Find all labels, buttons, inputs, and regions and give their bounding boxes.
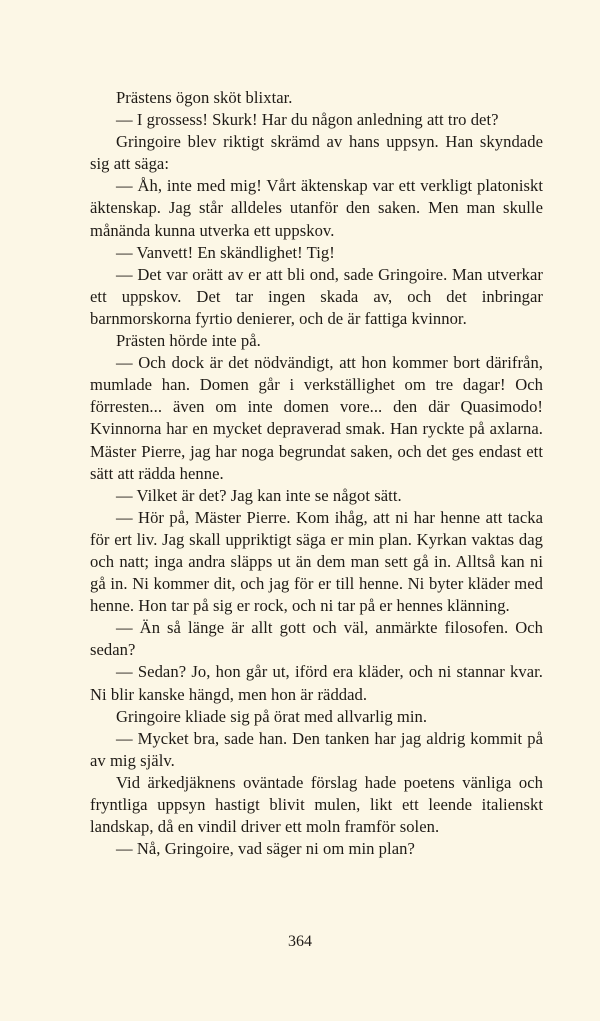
paragraph-4: — Åh, inte med mig! Vårt äktenskap var ett verkligt platoniskt äktenskap. Jag står alldeles utanför den saken. Men man skulle månända kunna utverka ett uppskov. [90, 176, 543, 240]
paragraph-16: — Nå, Gringoire, vad säger ni om min plan? [116, 839, 415, 859]
paragraph-2: — I grossess! Skurk! Har du någon anledning att tro det? [116, 110, 499, 130]
paragraph-1: Prästens ögon sköt blixtar. [116, 88, 293, 107]
paragraph-14: — Mycket bra, sade han. Den tanken har jag aldrig kommit på av mig själv. [90, 728, 543, 770]
paragraph-15: Vid ärkedjäknens oväntade förslag hade poetens vänliga och fryntliga uppsyn hastigt blivit mulen, likt ett leende italienskt landskap, då en vindil driver ett moln framför solen. [90, 772, 543, 837]
paragraph-7: Prästen hörde inte på. [116, 331, 261, 351]
paragraph-13: Gringoire kliade sig på örat med allvarlig min. [116, 706, 428, 726]
page-number: 364 [288, 933, 312, 950]
paragraph-3: Gringoire blev riktigt skrämd av hans uppsyn. Han skyndade sig att säga: [90, 132, 543, 174]
paragraph-10: — Hör på, Mäster Pierre. Kom ihåg, att ni har henne att tacka för ert liv. Jag skall uppriktigt säga er min plan. Kyrkan vaktas dag och natt; inga andra släpps ut än dem man sett gå in. Alltså kan ni gå in. Ni kommer dit, och jag för er till henne. Ni byter kläder med henne. Hon tar på sig er rock, och ni tar på er hennes klänning. [90, 507, 543, 616]
paragraph-6: — Det var orätt av er att bli ond, sade Gringoire. Man utverkar ett uppskov. Det tar ingen skada av, och det inbringar barnmorskorna fyrtio denierer, och de är fattiga kvinnor. [90, 264, 543, 328]
paragraph-8: — Och dock är det nödvändigt, att hon kommer bort därifrån, mumlade han. Domen går i verkställighet om tre dagar! Och förresten... även om inte domen vore... den där Quasimodo! Kvinnorna har en mycket depraverad smak. Han ryckte på axlarna. Mäster Pierre, jag har noga begrundat saken, och det ges endast ett sätt att rädda henne. [90, 353, 543, 483]
paragraph-9: — Vilket är det? Jag kan inte se något sätt. [116, 485, 402, 505]
paragraph-12: — Sedan? Jo, hon går ut, iförd era kläder, och ni stannar kvar. Ni blir kanske hängd, men hon är räddad. [90, 662, 543, 704]
page-body-text [90, 87, 543, 860]
paragraph-11: — Än så länge är allt gott och väl, anmärkte filosofen. Och sedan? [90, 618, 543, 660]
paragraph-5: — Vanvett! En skändlighet! Tig! [116, 242, 335, 262]
